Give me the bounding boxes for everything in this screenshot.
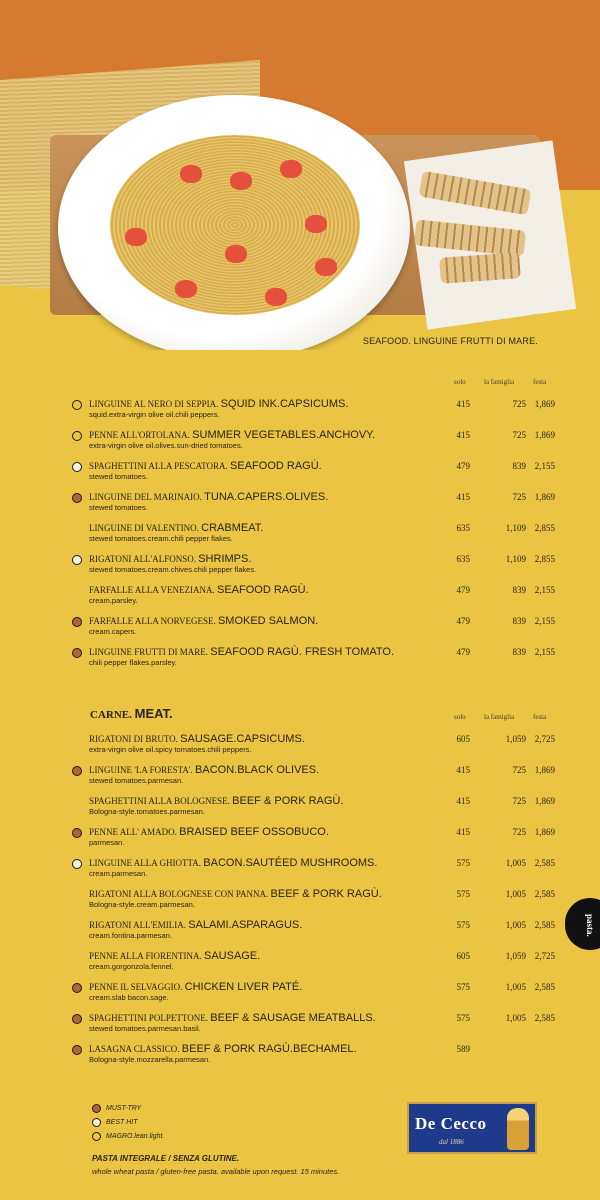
- menu-item-highlight: SAUSAGE.CAPSICUMS.: [180, 733, 305, 745]
- price-solo: 575: [456, 1013, 470, 1023]
- menu-item-title: PENNE IL SELVAGGIO.: [89, 982, 183, 992]
- menu-item-name: [89, 491, 328, 503]
- price-festa: 2,585: [534, 920, 555, 930]
- price-famiglia: 1,005: [505, 1013, 526, 1023]
- menu-item-desc: chili pepper flakes.parsley.: [89, 658, 177, 667]
- menu-item-desc: stewed tomatoes.parmesan.basil.: [89, 1024, 201, 1033]
- legend-label: BEST HIT: [106, 1119, 138, 1126]
- price-festa: 1,869: [534, 796, 555, 806]
- price-solo: 479: [456, 461, 470, 471]
- price-solo: 479: [456, 585, 470, 595]
- menu-item-name: [89, 764, 319, 776]
- menu-item: [72, 491, 572, 521]
- menu-item-name: [89, 615, 318, 627]
- price-festa: 2,725: [534, 951, 555, 961]
- meat-section-title: [90, 706, 173, 721]
- must-marker-icon: [72, 1045, 82, 1055]
- price-festa: 2,155: [534, 647, 555, 657]
- menu-item-desc: cream.fontina.parmesan.: [89, 931, 172, 940]
- price-famiglia: 1,059: [505, 734, 526, 744]
- menu-item-name: [89, 1043, 357, 1055]
- price-festa: 2,155: [534, 585, 555, 595]
- menu-item-title: FARFALLE ALLA NORVEGESE.: [89, 616, 216, 626]
- price-solo: 635: [456, 554, 470, 564]
- price-solo: 575: [456, 889, 470, 899]
- menu-item: [72, 1012, 572, 1042]
- menu-item: [72, 1043, 572, 1073]
- menu-item-highlight: BACON.BLACK OLIVES.: [195, 764, 320, 776]
- menu-item-title: LINGUINE DI VALENTINO.: [89, 523, 199, 533]
- best-marker-icon: [72, 462, 82, 472]
- menu-item-highlight: BACON.SAUTÉED MUSHROOMS.: [203, 857, 378, 869]
- menu-item: [72, 584, 572, 614]
- menu-item-name: [89, 857, 377, 869]
- price-famiglia: 1,005: [505, 920, 526, 930]
- menu-item-highlight: SEAFOOD RAGÙ.: [217, 584, 309, 596]
- menu-item-name: [89, 826, 329, 838]
- col-header-solo: solo: [454, 378, 466, 386]
- menu-item: [72, 522, 572, 552]
- menu-item-desc: Bologna-style.cream.parmesan.: [89, 900, 195, 909]
- menu-item-name: [89, 888, 382, 900]
- menu-item-title: PENNE ALLA FIORENTINA.: [89, 951, 202, 961]
- logo-name: De Cecco: [415, 1114, 487, 1133]
- price-solo: 415: [456, 765, 470, 775]
- menu-item: [72, 615, 572, 645]
- menu-item-title: LINGUINE 'LA FORESTA'.: [89, 765, 193, 775]
- menu-item-highlight: SUMMER VEGETABLES.ANCHOVY.: [192, 429, 376, 441]
- price-festa: 2,585: [534, 858, 555, 868]
- price-solo: 575: [456, 982, 470, 992]
- menu-item-highlight: SEAFOOD RAGÙ.: [230, 460, 322, 472]
- best-marker-icon: [72, 555, 82, 565]
- menu-item-title: PENNE ALL' AMADO.: [89, 827, 177, 837]
- menu-item-name: [89, 553, 251, 565]
- menu-item: [72, 888, 572, 918]
- menu-item-name: [89, 398, 348, 410]
- menu-item-title: LINGUINE ALLA GHIOTTA.: [89, 858, 202, 868]
- legend-label: MAGRO.lean.light.: [106, 1133, 165, 1140]
- price-solo: 479: [456, 647, 470, 657]
- price-festa: 1,869: [534, 492, 555, 502]
- menu-item-desc: parmesan.: [89, 838, 125, 847]
- price-famiglia: 725: [512, 430, 526, 440]
- price-famiglia: 839: [512, 585, 526, 595]
- price-famiglia: 1,005: [505, 889, 526, 899]
- logo-maiden-icon: [507, 1108, 529, 1150]
- menu-item-desc: stewed tomatoes.cream.chili pepper flakes.: [89, 534, 233, 543]
- menu-item-desc: stewed tomatoes.: [89, 503, 148, 512]
- bread-image: [439, 252, 521, 284]
- must-marker-icon: [72, 493, 82, 503]
- price-solo: 575: [456, 858, 470, 868]
- menu-item-highlight: BEEF & PORK RAGÙ.: [270, 888, 382, 900]
- menu-item-name: [89, 460, 322, 472]
- menu-item-name: [89, 646, 394, 658]
- price-festa: 2,585: [534, 1013, 555, 1023]
- price-festa: 2,855: [534, 523, 555, 533]
- menu-item-highlight: TUNA.CAPERS.OLIVES.: [204, 491, 329, 503]
- menu-item-highlight: SHRIMPS.: [198, 553, 252, 565]
- tomato-image: [225, 245, 247, 263]
- menu-item-desc: cream.slab bacon.sage.: [89, 993, 169, 1002]
- menu-item-desc: squid.extra-virgin olive oil.chili peppers.: [89, 410, 220, 419]
- menu-item-highlight: SQUID INK.CAPSICUMS.: [220, 398, 349, 410]
- price-festa: 1,869: [534, 430, 555, 440]
- menu-item-name: [89, 981, 302, 993]
- price-festa: 2,725: [534, 734, 555, 744]
- menu-item-title: RIGATONI DI BRUTO.: [89, 734, 178, 744]
- col-header-festa: festa: [533, 713, 547, 721]
- lean-marker-icon: [92, 1132, 101, 1141]
- menu-item-highlight: SMOKED SALMON.: [217, 615, 319, 627]
- menu-item-highlight: CHICKEN LIVER PATÉ.: [184, 981, 303, 993]
- menu-item-title: RIGATONI ALL'EMILIA.: [89, 920, 186, 930]
- menu-item-desc: Bologna-style.mozzarella.parmesan.: [89, 1055, 211, 1064]
- price-solo: 575: [456, 920, 470, 930]
- price-festa: 2,855: [534, 554, 555, 564]
- lean-marker-icon: [72, 400, 82, 410]
- col-header-festa: festa: [533, 378, 547, 386]
- must-marker-icon: [72, 766, 82, 776]
- menu-item-desc: extra-virgin olive oil.spicy tomatoes.chili peppers.: [89, 745, 252, 754]
- price-famiglia: 725: [512, 827, 526, 837]
- menu-item: [72, 981, 572, 1011]
- menu-item-desc: cream.parsley.: [89, 596, 138, 605]
- menu-item-title: RIGATONI ALLA BOLOGNESE CON PANNA.: [89, 889, 269, 899]
- menu-item-highlight: BRAISED BEEF OSSOBUCO.: [179, 826, 329, 838]
- tomato-image: [280, 160, 302, 178]
- menu-item: [72, 826, 572, 856]
- menu-item-desc: Bologna-style.tomatoes.parmesan.: [89, 807, 205, 816]
- menu-item-title: PENNE ALL'ORTOLANA.: [89, 430, 190, 440]
- best-hit-marker-icon: [92, 1118, 101, 1127]
- tomato-image: [305, 215, 327, 233]
- menu-item: [72, 733, 572, 763]
- price-solo: 605: [456, 951, 470, 961]
- col-header-famiglia: la famiglia: [484, 713, 515, 721]
- menu-item-highlight: SEAFOOD RAGÙ. FRESH TOMATO.: [210, 646, 395, 658]
- menu-item-title: LINGUINE AL NERO DI SEPPIA.: [89, 399, 219, 409]
- price-famiglia: 1,109: [505, 523, 526, 533]
- hero-photo: [0, 0, 600, 350]
- de-cecco-logo: [407, 1102, 537, 1154]
- price-festa: 2,585: [534, 982, 555, 992]
- legend-label: MUST-TRY: [106, 1105, 142, 1112]
- menu-item-name: [89, 733, 305, 745]
- menu-item-desc: cream.capers.: [89, 627, 137, 636]
- menu-item: [72, 460, 572, 490]
- price-famiglia: 725: [512, 399, 526, 409]
- menu-item: [72, 646, 572, 676]
- tomato-image: [315, 258, 337, 276]
- meat-section-label: CARNE.: [90, 709, 132, 721]
- must-marker-icon: [72, 648, 82, 658]
- must-try-marker-icon: [92, 1104, 101, 1113]
- price-famiglia: 725: [512, 796, 526, 806]
- price-solo: 415: [456, 430, 470, 440]
- menu-item-name: [89, 919, 302, 931]
- menu-item: [72, 857, 572, 887]
- menu-item-name: [89, 429, 375, 441]
- menu-item-title: LINGUINE FRUTTI DI MARE.: [89, 647, 208, 657]
- tomato-image: [265, 288, 287, 306]
- pasta-tab-label: pasta.: [585, 914, 595, 937]
- menu-item: [72, 429, 572, 459]
- menu-item: [72, 764, 572, 794]
- best-marker-icon: [72, 859, 82, 869]
- must-marker-icon: [72, 983, 82, 993]
- price-famiglia: 1,109: [505, 554, 526, 564]
- must-marker-icon: [72, 1014, 82, 1024]
- col-header-solo: solo: [454, 713, 466, 721]
- price-famiglia: 839: [512, 616, 526, 626]
- footer-note: whole wheat pasta / gluten-free pasta. available upon request. 15 minutes.: [92, 1167, 340, 1176]
- menu-item-desc: extra-virgin olive oil.olives.sun-dried tomatoes.: [89, 441, 243, 450]
- menu-item-highlight: BEEF & SAUSAGE MEATBALLS.: [210, 1012, 376, 1024]
- price-solo: 605: [456, 734, 470, 744]
- menu-item-desc: stewed tomatoes.cream.chives.chili pepper flakes.: [89, 565, 257, 574]
- menu-item: [72, 950, 572, 980]
- col-header-famiglia: la famiglia: [484, 378, 515, 386]
- menu-item-desc: cream.gorgonzola.fennel.: [89, 962, 174, 971]
- menu-item-name: [89, 1012, 376, 1024]
- price-solo: 415: [456, 796, 470, 806]
- menu-item-title: SPAGHETTINI POLPETTONE.: [89, 1013, 209, 1023]
- price-festa: 1,869: [534, 765, 555, 775]
- menu-item-highlight: BEEF & PORK RAGÙ.BECHAMEL.: [181, 1043, 357, 1055]
- menu-item: [72, 553, 572, 583]
- menu-item-name: [89, 950, 260, 962]
- price-famiglia: 725: [512, 492, 526, 502]
- menu-item-highlight: CRABMEAT.: [201, 522, 264, 534]
- price-solo: 415: [456, 827, 470, 837]
- menu-item: [72, 398, 572, 428]
- tomato-image: [230, 172, 252, 190]
- price-famiglia: 839: [512, 461, 526, 471]
- price-famiglia: 1,005: [505, 982, 526, 992]
- menu-item-title: LASAGNA CLASSICO.: [89, 1044, 180, 1054]
- menu-item-title: LINGUINE DEL MARINAIO.: [89, 492, 202, 502]
- menu-item-desc: cream.parmesan.: [89, 869, 148, 878]
- menu-item-name: [89, 584, 309, 596]
- footer-title: PASTA INTEGRALE / SENZA GLUTINE.: [92, 1154, 240, 1163]
- menu-item-name: [89, 522, 263, 534]
- price-famiglia: 725: [512, 765, 526, 775]
- hero-caption: SEAFOOD. LINGUINE FRUTTI DI MARE.: [362, 336, 538, 346]
- price-famiglia: 1,005: [505, 858, 526, 868]
- menu-item-highlight: BEEF & PORK RAGÙ.: [232, 795, 344, 807]
- menu-item-desc: stewed tomatoes.: [89, 472, 148, 481]
- lean-marker-icon: [72, 431, 82, 441]
- price-festa: 2,585: [534, 889, 555, 899]
- price-solo: 415: [456, 399, 470, 409]
- price-solo: 479: [456, 616, 470, 626]
- menu-item-title: RIGATONI ALL'ALFONSO.: [89, 554, 196, 564]
- tomato-image: [180, 165, 202, 183]
- price-solo: 589: [456, 1044, 470, 1054]
- menu-item-title: SPAGHETTINI ALLA PESCATORA.: [89, 461, 228, 471]
- price-solo: 415: [456, 492, 470, 502]
- menu-item-name: [89, 795, 343, 807]
- tomato-image: [175, 280, 197, 298]
- tomato-image: [125, 228, 147, 246]
- menu-item-title: FARFALLE ALLA VENEZIANA.: [89, 585, 215, 595]
- menu-item-desc: stewed tomatoes.parmesan.: [89, 776, 184, 785]
- menu-item: [72, 795, 572, 825]
- price-festa: 1,869: [534, 399, 555, 409]
- meat-section-highlight: MEAT.: [134, 706, 173, 721]
- menu-item: [72, 919, 572, 949]
- price-festa: 2,155: [534, 461, 555, 471]
- menu-item-title: SPAGHETTINI ALLA BOLOGNESE.: [89, 796, 230, 806]
- menu-item-highlight: SAUSAGE.: [204, 950, 261, 962]
- must-marker-icon: [72, 617, 82, 627]
- price-famiglia: 839: [512, 647, 526, 657]
- price-festa: 2,155: [534, 616, 555, 626]
- price-festa: 1,869: [534, 827, 555, 837]
- logo-sub: dal 1886: [439, 1138, 464, 1146]
- price-famiglia: 1,059: [505, 951, 526, 961]
- price-solo: 635: [456, 523, 470, 533]
- menu-item-highlight: SALAMI.ASPARAGUS.: [188, 919, 303, 931]
- must-marker-icon: [72, 828, 82, 838]
